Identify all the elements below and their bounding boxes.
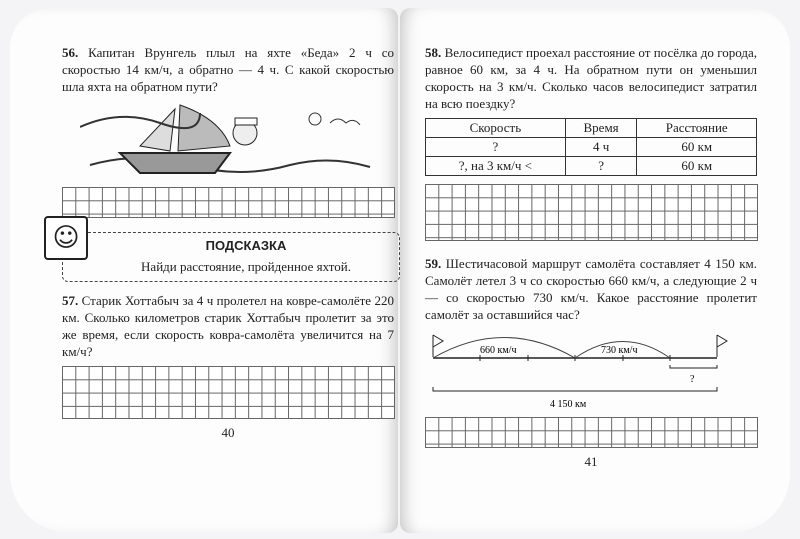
hint-box bbox=[62, 232, 400, 282]
problem-57 bbox=[62, 292, 394, 360]
answer-grid[interactable] bbox=[62, 366, 395, 419]
speed-label-1: 660 км/ч bbox=[480, 345, 517, 356]
answer-grid[interactable] bbox=[425, 184, 758, 241]
table-row bbox=[426, 138, 757, 157]
table-header: Расстояние bbox=[637, 119, 757, 138]
problem-number: 58. bbox=[425, 45, 442, 60]
data-table bbox=[425, 118, 757, 176]
hint-section bbox=[52, 223, 394, 282]
hint-title: ПОДСКАЗКА bbox=[205, 238, 287, 253]
speed-label-2: 730 км/ч bbox=[601, 345, 638, 356]
problem-58 bbox=[425, 44, 757, 112]
route-diagram bbox=[425, 329, 735, 413]
table-header: Время bbox=[565, 119, 637, 138]
answer-grid[interactable] bbox=[425, 417, 758, 448]
problem-number: 59. bbox=[425, 256, 442, 271]
page-number: 40 bbox=[221, 425, 235, 440]
ship-illustration bbox=[80, 101, 380, 183]
table-cell: 60 км bbox=[637, 138, 757, 157]
total-brace bbox=[433, 387, 717, 391]
unknown-label: ? bbox=[690, 374, 695, 385]
table-header: Скорость bbox=[426, 119, 566, 138]
total-label: 4 150 км bbox=[550, 399, 587, 410]
page-number: 41 bbox=[584, 454, 598, 469]
table-header-row bbox=[426, 119, 757, 138]
problem-59 bbox=[425, 255, 757, 323]
left-page-content bbox=[52, 44, 395, 441]
finish-flag-icon bbox=[717, 335, 727, 357]
table-cell: ? bbox=[565, 157, 637, 176]
table-cell: 4 ч bbox=[565, 138, 637, 157]
unknown-brace bbox=[670, 365, 717, 368]
table-cell: ?, на 3 км/ч < bbox=[426, 157, 566, 176]
right-page-content bbox=[425, 44, 757, 470]
problem-text: Шестичасовой маршрут самолёта составляет 4 150 км. Самолёт летел 3 ч со скоростью 660 км/ч, а следующие 2 ч — со скоростью 730 км/ч. Какое расстояние пролетит самолёт за оставшийся час? bbox=[425, 256, 758, 322]
problem-text: Капитан Врунгель плыл на яхте «Беда» 2 ч со скоростью 14 км/ч, а обратно — 4 ч. С какой скоростью шла яхта на обратном пути? bbox=[62, 45, 395, 94]
answer-grid[interactable] bbox=[62, 187, 395, 218]
table-cell: 60 км bbox=[637, 157, 757, 176]
hint-text: Найди расстояние, пройденное яхтой. bbox=[141, 259, 351, 274]
table-cell: ? bbox=[426, 138, 566, 157]
problem-text: Старик Хоттабыч за 4 ч пролетел на ковре-самолёте 220 км. Сколько километров старик Хоттабыч пролетит за это же время, если скорость ковра-самолёта увеличится на 7 км/ч? bbox=[62, 293, 394, 359]
problem-text: Велосипедист проехал расстояние от посёлка до города, равное 60 км, за 4 ч. На обратном пути он уменьшил скорость на 3 км/ч. Сколько часов велосипедист затратил на всю поездку? bbox=[425, 45, 758, 111]
hint-mascot-icon: ☺ bbox=[44, 216, 88, 260]
table-row bbox=[426, 157, 757, 176]
problem-number: 57. bbox=[62, 293, 79, 308]
problem-56 bbox=[62, 44, 394, 95]
problem-number: 56. bbox=[62, 45, 79, 60]
